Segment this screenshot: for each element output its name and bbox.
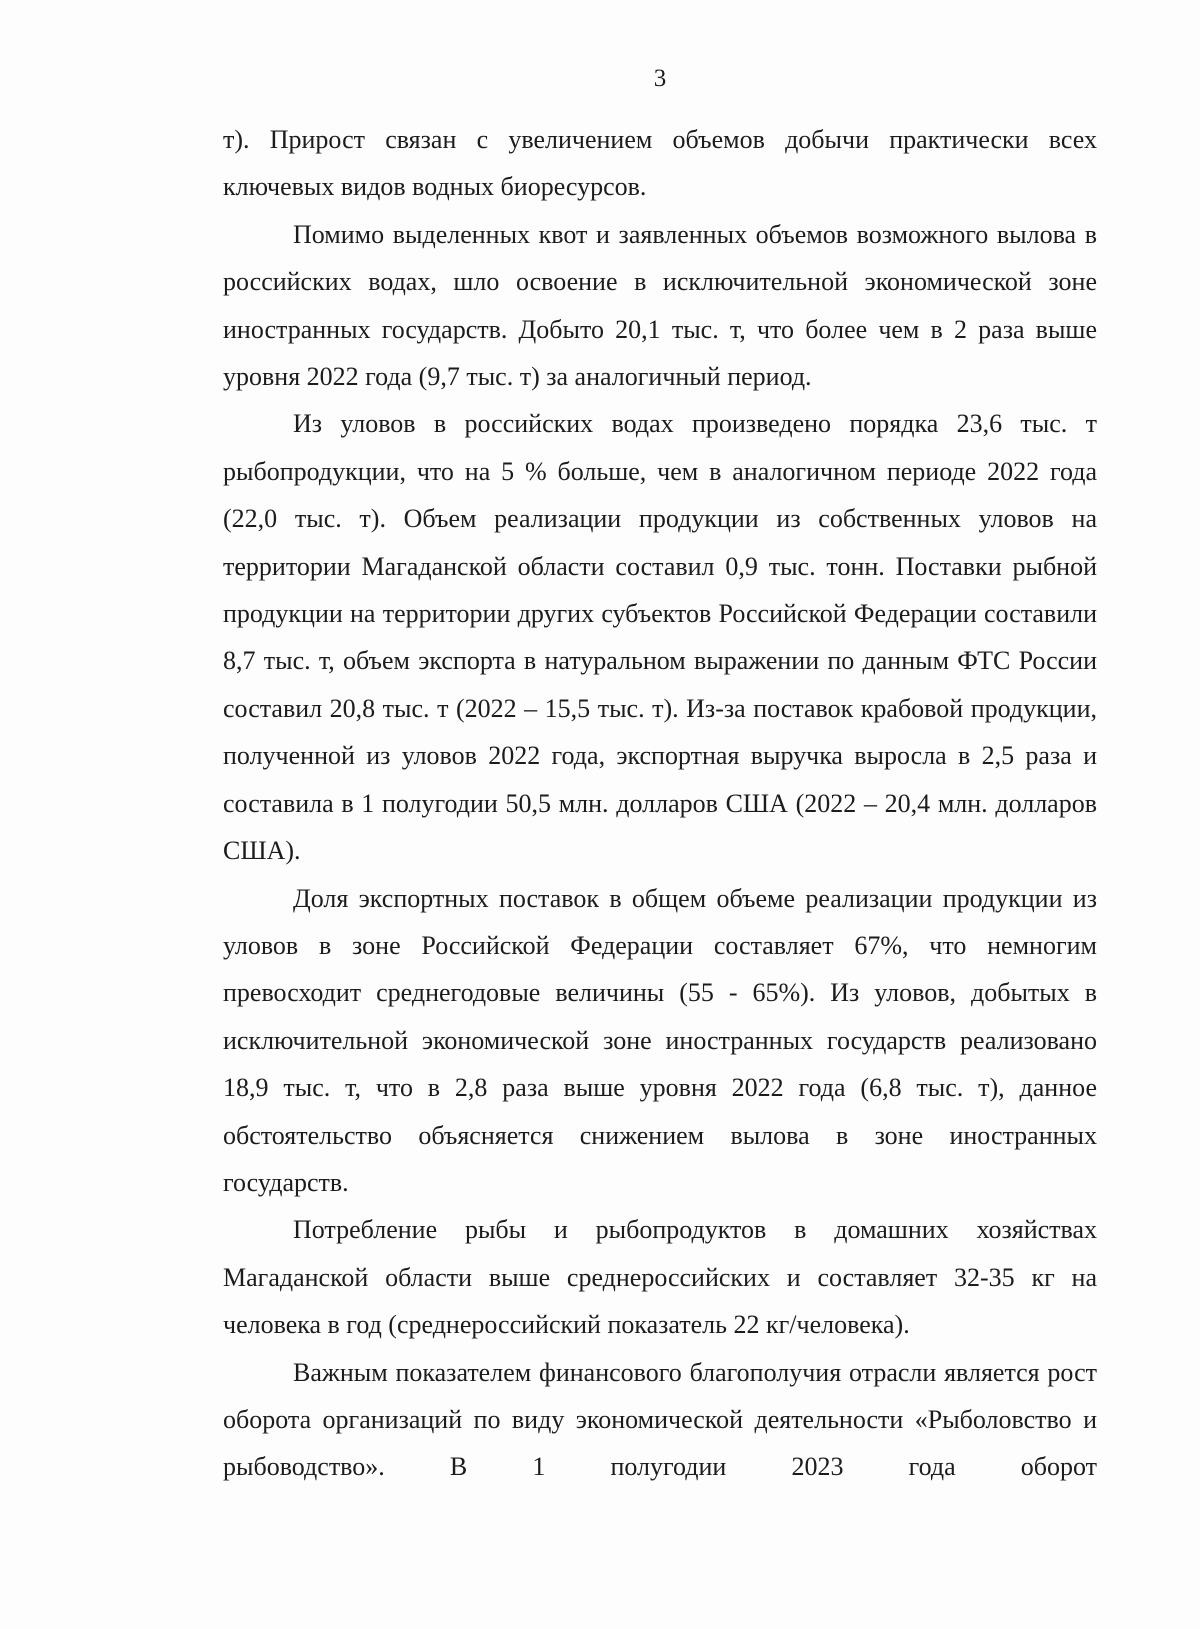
page-number: 3	[653, 65, 667, 92]
paragraph-export-share: Доля экспортных поставок в общем объеме реализации продукции из уловов в зоне Российской Федерации составляет 67%, что немногим превосходит среднегодовые величины (55 - 65%). Из уловов, добытых в исключительной экономической зоне иностранных государств реализовано 18,9 тыс. т, что в 2,8 раза выше уровня 2022 года (6,8 тыс. т), данное обстоятельство объясняется снижением вылова в зоне иностранных государств.	[223, 883, 1097, 1197]
paragraph-industry-turnover: Важным показателем финансового благополучия отрасли является рост оборота организаций по виду экономической деятельности «Рыболовство и рыбоводство». В 1 полугодии 2023 года оборот	[223, 1357, 1097, 1482]
paragraph-foreign-zone-catch: Помимо выделенных квот и заявленных объемов возможного вылова в российских водах, шло освоение в исключительной экономической зоне иностранных государств. Добыто 20,1 тыс. т, что более чем в 2 раза выше уровня 2022 года (9,7 тыс. т) за аналогичный период.	[223, 219, 1097, 392]
paragraph-fish-consumption: Потребление рыбы и рыбопродуктов в домашних хозяйствах Магаданской области выше среднероссийских и составляет 32-35 кг на человека в год (среднероссийский показатель 22 кг/человека).	[223, 1215, 1097, 1340]
paragraph-continuation: т). Прирост связан с увеличением объемов добычи практически всех ключевых видов водных биоресурсов.	[223, 125, 1097, 202]
paragraph-fish-production: Из уловов в российских водах произведено порядка 23,6 тыс. т рыбопродукции, что на 5 % больше, чем в аналогичном периоде 2022 года (22,0 тыс. т). Объем реализации продукции из собственных уловов на территории Магаданской области составил 0,9 тыс. тонн. Поставки рыбной продукции на территории других субъектов Российской Федерации составили 8,7 тыс. т, объем экспорта в натуральном выражении по данным ФТС России составил 20,8 тыс. т (2022 – 15,5 тыс. т). Из-за поставок крабовой продукции, полученной из уловов 2022 года, экспортная выручка выросла в 2,5 раза и составила в 1 полугодии 50,5 млн. долларов США (2022 – 20,4 млн. долларов США).	[223, 409, 1097, 866]
document-body	[223, 116, 1097, 1491]
